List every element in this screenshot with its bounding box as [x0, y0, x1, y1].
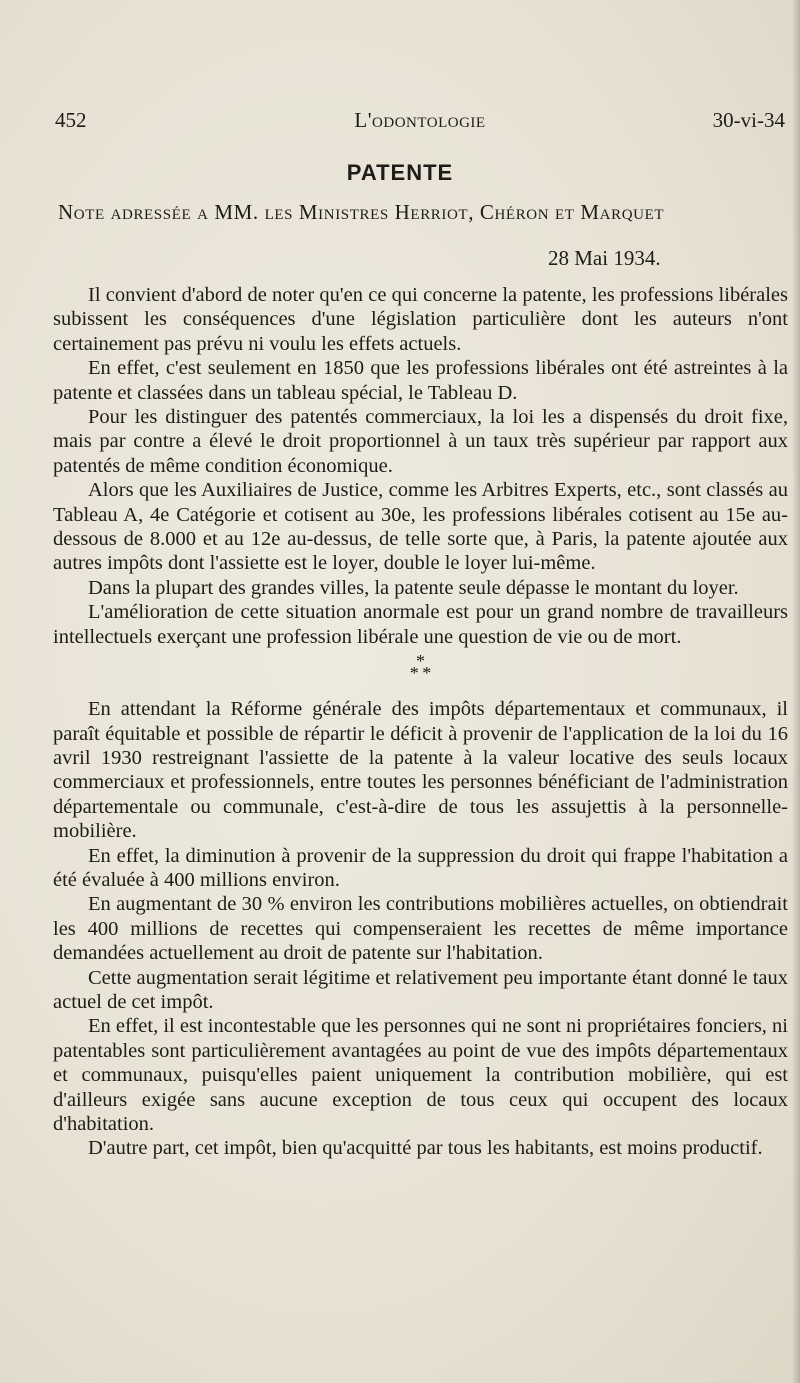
- paragraph: En effet, il est incontestable que les personnes qui ne sont ni propriétaires fonciers, ni patentables sont particulièrement avantagées au point de vue des impôts départementaux et communaux, puisqu'elles paient uniquement la contribution mobilière, qui est d'ailleurs exigée sans aucune exception de tous ceux qui occupent des locaux d'habitation.: [53, 1015, 788, 1135]
- paragraph: Il convient d'abord de noter qu'en ce qui concerne la patente, les professions libérales subissent les conséquences d'une législation particulière dont les auteurs n'ont certainement pas prévu ni voulu les effets actuels.: [53, 284, 788, 355]
- separator-star: *: [422, 663, 432, 684]
- paragraph: En augmentant de 30 % environ les contributions mobilières actuelles, on obtiendrait les 400 millions de recettes qui compenseraient les recettes de même importance demandées actuellement au droit de patente sur l'habitation.: [53, 893, 788, 965]
- paragraph: En attendant la Réforme générale des impôts départementaux et communaux, il paraît équitable et possible de répartir le déficit à provenir de l'application de la loi du 16 avril 1930 restreignant l'assiette de la patente à la valeur locative des seuls locaux commerciaux et professionnels, entre toutes les personnes bénéficiant de l'administration départementale ou communale, c'est-à-dire de tous les assujettis à la personnelle-mobilière.: [53, 698, 788, 843]
- paragraph: Pour les distinguer des patentés commerciaux, la loi les a dispensés du droit fixe, mais par contre a élevé le droit proportionnel à un taux très supérieur par rapport aux patentés de même condition économique.: [53, 406, 788, 477]
- dateline: 28 Mai 1934.: [548, 246, 661, 270]
- section-separator: [53, 649, 788, 697]
- paragraph: Dans la plupart des grandes villes, la patente seule dépasse le montant du loyer.: [88, 576, 739, 599]
- paragraph: En effet, la diminution à provenir de la suppression du droit qui frappe l'habitation a été évaluée à 400 millions environ.: [53, 844, 788, 891]
- paragraph: Alors que les Auxiliaires de Justice, comme les Arbitres Experts, etc., sont classés au Tableau A, 4e Catégorie et cotisent au 30e, les professions libérales cotisent au 15e au-dessous de 8.000 et au 12e au-dessus, de telle sorte que, à Paris, la patente ajoutée aux autres impôts dont l'assiette est le loyer, double le loyer lui-même.: [53, 479, 788, 575]
- paragraph: L'amélioration de cette situation anormale est pour un grand nombre de travailleurs intellectuels exerçant une profession libérale une question de vie ou de mort.: [53, 601, 788, 648]
- issue-date: 30-vi-34: [712, 108, 785, 132]
- running-title: L'odontologie: [354, 108, 486, 132]
- paragraph: D'autre part, cet impôt, bien qu'acquitté par tous les habitants, est moins productif.: [88, 1137, 763, 1160]
- page-number: 452: [55, 108, 87, 132]
- paragraph: En effet, c'est seulement en 1850 que les professions libérales ont été astreintes à la patente et classées dans un tableau spécial, le Tableau D.: [53, 357, 788, 404]
- paragraph: Cette augmentation serait légitime et relativement peu importante étant donné le taux actuel de cet impôt.: [53, 966, 788, 1013]
- article-subtitle: Note adressée a MM. les Ministres Herriot, Chéron et Marquet: [58, 200, 665, 224]
- separator-star: *: [416, 651, 425, 672]
- running-header: [55, 108, 785, 142]
- page-edge-shadow: [792, 0, 800, 1383]
- article-body: [53, 283, 788, 1161]
- separator-star: *: [409, 663, 419, 684]
- article-title: PATENTE: [346, 160, 454, 185]
